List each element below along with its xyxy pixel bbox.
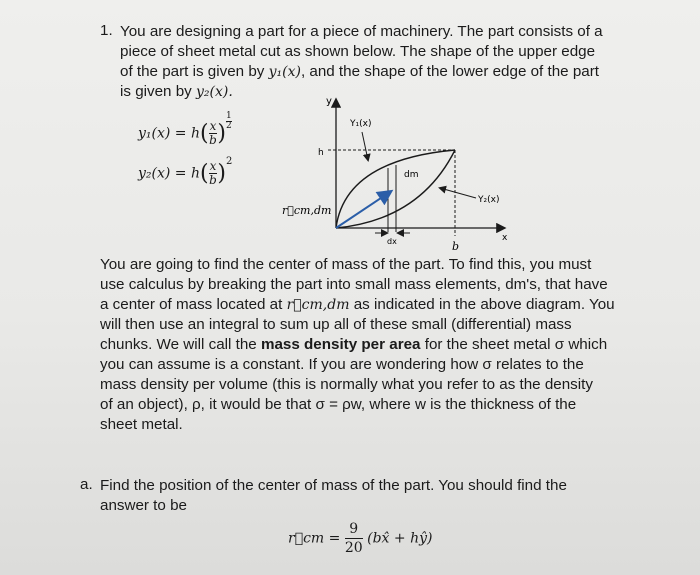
part-a-label: a. (80, 476, 93, 493)
para2-line-1: You are going to find the center of mass of the part. To find this, you must (100, 256, 592, 273)
answer-equation: r⃗cm = $\frac{9}{20}$ (bx̂ + hŷ) (288, 521, 433, 556)
x-axis-label: x (502, 233, 508, 243)
dm-label: dm (404, 170, 419, 180)
intro-line-3: of the part is given by y₁(x), and the shape of the lower edge of the part (120, 63, 599, 80)
para2-line-6: you can assume is a constant. If you are wondering how σ relates to the (100, 356, 584, 373)
para2-line-8: of an object), ρ, it would be that σ = ρw, where w is the thickness of the (100, 396, 577, 413)
h-label: h (318, 148, 324, 158)
y1-inline: y₁(x) (268, 64, 301, 80)
intro-line-4: is given by y₂(x). (120, 83, 233, 100)
part-a-line-2: answer to be (100, 497, 187, 514)
y2-curve-label: Y₂(x) (478, 195, 500, 205)
question-number: 1. (100, 22, 113, 39)
rcm-inline: r⃗cm,dm (286, 297, 350, 313)
para2-line-3: a center of mass located at r⃗cm,dm as indicated in the above diagram. You (100, 296, 615, 313)
rcm-label: r⃗cm,dm (282, 204, 332, 217)
para2-line-4: will then use an integral to sum up all of these small (differential) mass (100, 316, 572, 333)
y2-inline: y₂(x). (195, 84, 233, 100)
part-a-line-1: Find the position of the center of mass of the part. You should find the (100, 477, 567, 494)
para2-line-9: sheet metal. (100, 416, 183, 433)
bold-term: mass density per area (260, 336, 421, 353)
equation-y2: y₂(x) = h( $\frac{x}{b}$ )$^2$ (138, 156, 233, 187)
para2-line-5: chunks. We will call the mass density per area for the sheet metal σ which (100, 336, 608, 353)
b-label: b (452, 240, 460, 253)
rcm-vector (336, 192, 390, 228)
dx-label: dx (387, 237, 397, 246)
para2-line-7: mass density per volume (this is normally what you refer to as the density (100, 376, 593, 393)
center-of-mass-paragraph (100, 255, 630, 435)
y1-curve-label: Y₁(x) (350, 119, 372, 129)
para2-line-2: use calculus by breaking the part into small mass elements, dm's, that have (100, 276, 608, 293)
y1-pointer-arrow (362, 132, 368, 160)
part-a-text (100, 476, 620, 516)
intro-line-2: piece of sheet metal cut as shown below. The shape of the upper edge (120, 43, 596, 60)
equation-y1: y₁(x) = h( $\frac{x}{b}$ ) $\frac{1}{2}$ (138, 111, 232, 147)
y-axis-label: y (326, 96, 332, 107)
y2-pointer-arrow (440, 188, 476, 198)
intro-line-1: You are designing a part for a piece of machinery. The part consists of a (120, 23, 603, 40)
